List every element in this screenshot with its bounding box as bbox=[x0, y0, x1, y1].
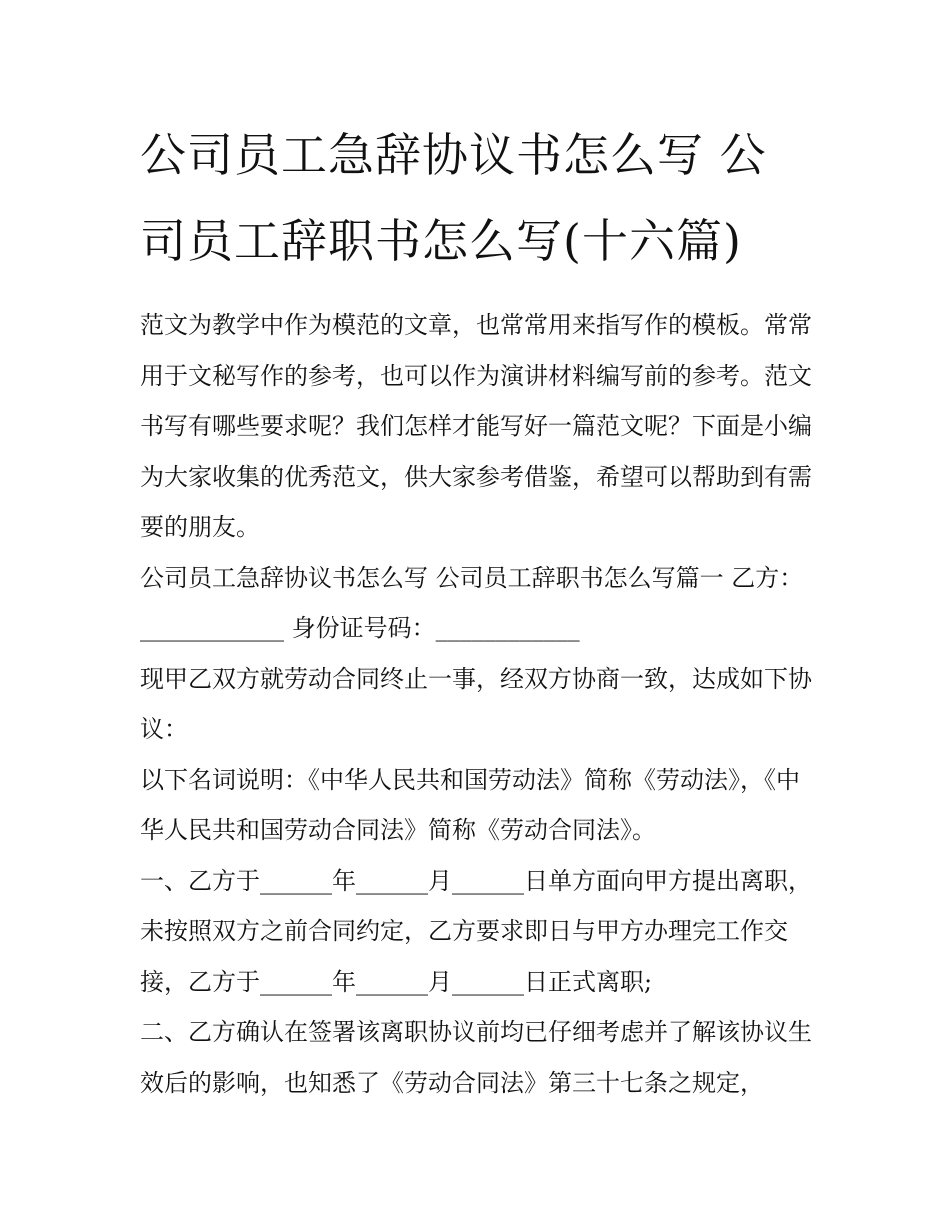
document-content bbox=[140, 112, 812, 1108]
document-body bbox=[140, 300, 812, 1108]
paragraph-intro: 范文为教学中作为模范的文章，也常常用来指写作的模板。常常用于文秘写作的参考，也可以作为演讲材料编写前的参考。范文书写有哪些要求呢？我们怎样才能写好一篇范文呢？下面是小编为大家收集的优秀范文，供大家参考借鉴，希望可以帮助到有需要的朋友。 bbox=[140, 311, 812, 541]
paragraph-clause-2: 二、乙方确认在签署该离职协议前均已仔细考虑并了解该协议生效后的影响，也知悉了《劳动合同法》第三十七条之规定， bbox=[140, 1018, 812, 1097]
paragraph-clause-1: 一、乙方于______年______月______日单方面向甲方提出离职，未按照双方之前合同约定，乙方要求即日与甲方办理完工作交接，乙方于______年______月______日正式离职; bbox=[140, 866, 812, 996]
document-title: 公司员工急辞协议书怎么写 公司员工辞职书怎么写(十六篇) bbox=[140, 128, 767, 268]
paragraph-terms: 以下名词说明：《中华人民共和国劳动法》简称《劳动法》，《中华人民共和国劳动合同法》简称《劳动合同法》。 bbox=[140, 765, 800, 844]
paragraph-party-b: 公司员工急辞协议书怎么写 公司员工辞职书怎么写篇一 乙方：____________ 身份证号码：____________ bbox=[140, 563, 804, 642]
paragraph-agreement: 现甲乙双方就劳动合同终止一事，经双方协商一致，达成如下协议： bbox=[140, 664, 812, 743]
